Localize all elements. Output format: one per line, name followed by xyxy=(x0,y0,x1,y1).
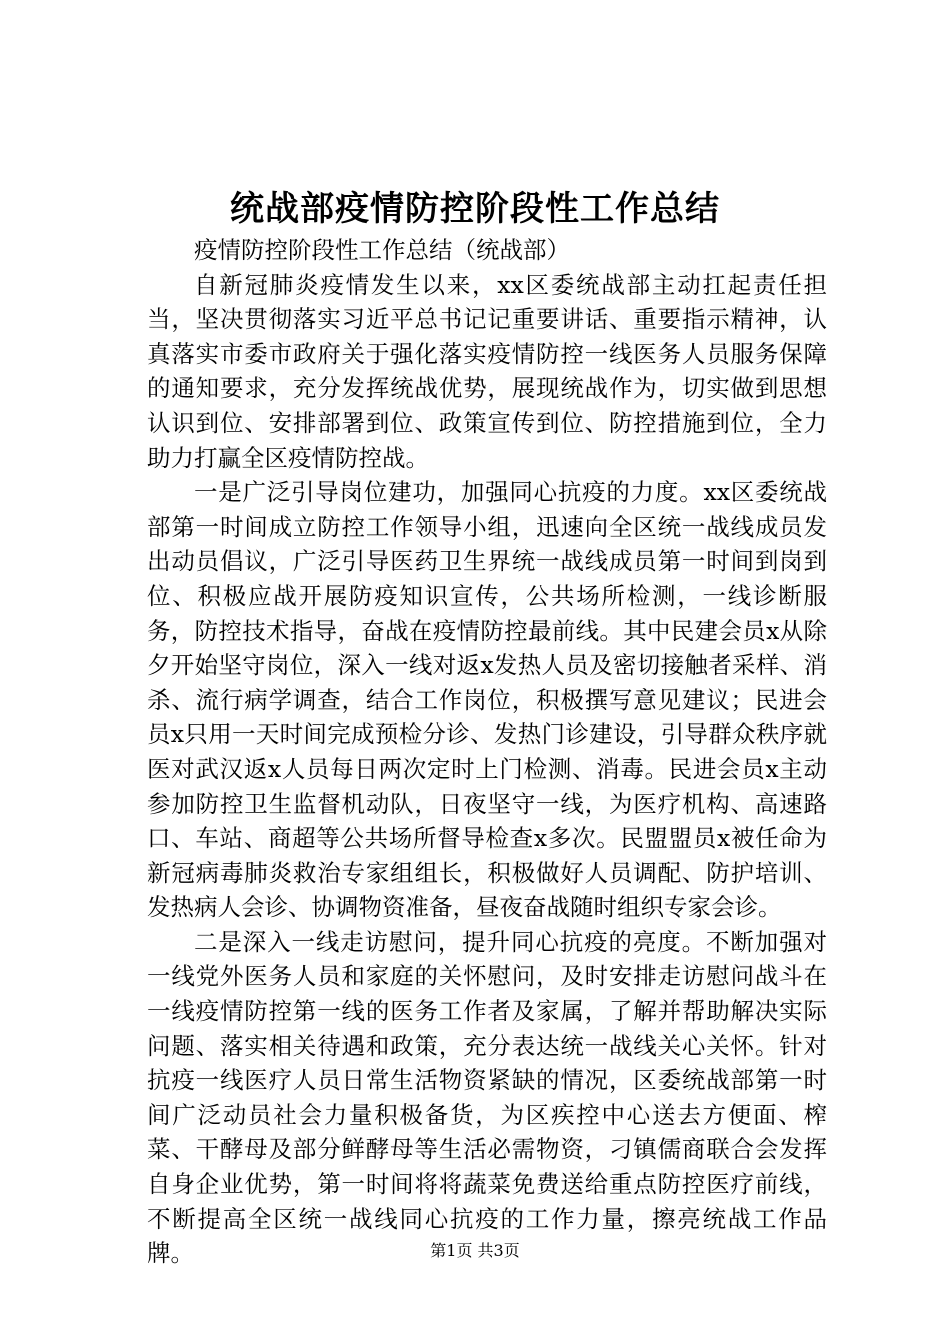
page-number-footer: 第1页 共3页 xyxy=(430,1241,520,1260)
paragraph-intro: 自新冠肺炎疫情发生以来，xx区委统战部主动扛起责任担当，坚决贯彻落实习近平总书记记重要讲话、重要指示精神，认真落实市委市政府关于强化落实疫情防控一线医务人员服务保障的通知要求，充分发挥统战优势，展现统战作为，切实做到思想认识到位、安排部署到位、政策宣传到位、防控措施到位，全力助力打赢全区疫情防控战。 xyxy=(147,270,827,472)
paragraph-section-one: 一是广泛引导岗位建功，加强同心抗疫的力度。xx区委统战部第一时间成立防控工作领导小组，迅速向全区统一战线成员发出动员倡议，广泛引导医药卫生界统一战线成员第一时间到岗到位、积极应战开展防疫知识宣传，公共场所检测，一线诊断服务，防控技术指导，奋战在疫情防控最前线。其中民建会员x从除夕开始坚守岗位，深入一线对返x发热人员及密切接触者采样、消杀、流行病学调查，结合工作岗位，积极撰写意见建议；民进会员x只用一天时间完成预检分诊、发热门诊建设，引导群众秩序就医对武汉返x人员每日两次定时上门检测、消毒。民进会员x主动参加防控卫生监督机动队，日夜坚守一线，为医疗机构、高速路口、车站、商超等公共场所督导检查x多次。民盟盟员x被任命为新冠病毒肺炎救治专家组组长，积极做好人员调配、防护培训、发热病人会诊、协调物资准备，昼夜奋战随时组织专家会诊。 xyxy=(147,478,827,922)
paragraph-section-two: 二是深入一线走访慰问，提升同心抗疫的亮度。不断加强对一线党外医务人员和家庭的关怀慰问，及时安排走访慰问战斗在一线疫情防控第一线的医务工作者及家属，了解并帮助解决实际问题、落实相关待遇和政策，充分表达统一战线关心关怀。针对抗疫一线医疗人员日常生活物资紧缺的情况，区委统战部第一时间广泛动员社会力量积极备货，为区疾控中心送去方便面、榨菜、干酵母及部分鲜酵母等生活必需物资，刁镇儒商联合会发挥自身企业优势，第一时间将将蔬菜免费送给重点防控医疗前线，不断提高全区统一战线同心抗疫的工作力量，擦亮统战工作品牌。 xyxy=(147,927,827,1268)
document-title: 统战部疫情防控阶段性工作总结 xyxy=(230,189,720,229)
paragraph-subtitle: 疫情防控阶段性工作总结（统战部） xyxy=(194,236,570,264)
document-body xyxy=(147,233,827,1271)
